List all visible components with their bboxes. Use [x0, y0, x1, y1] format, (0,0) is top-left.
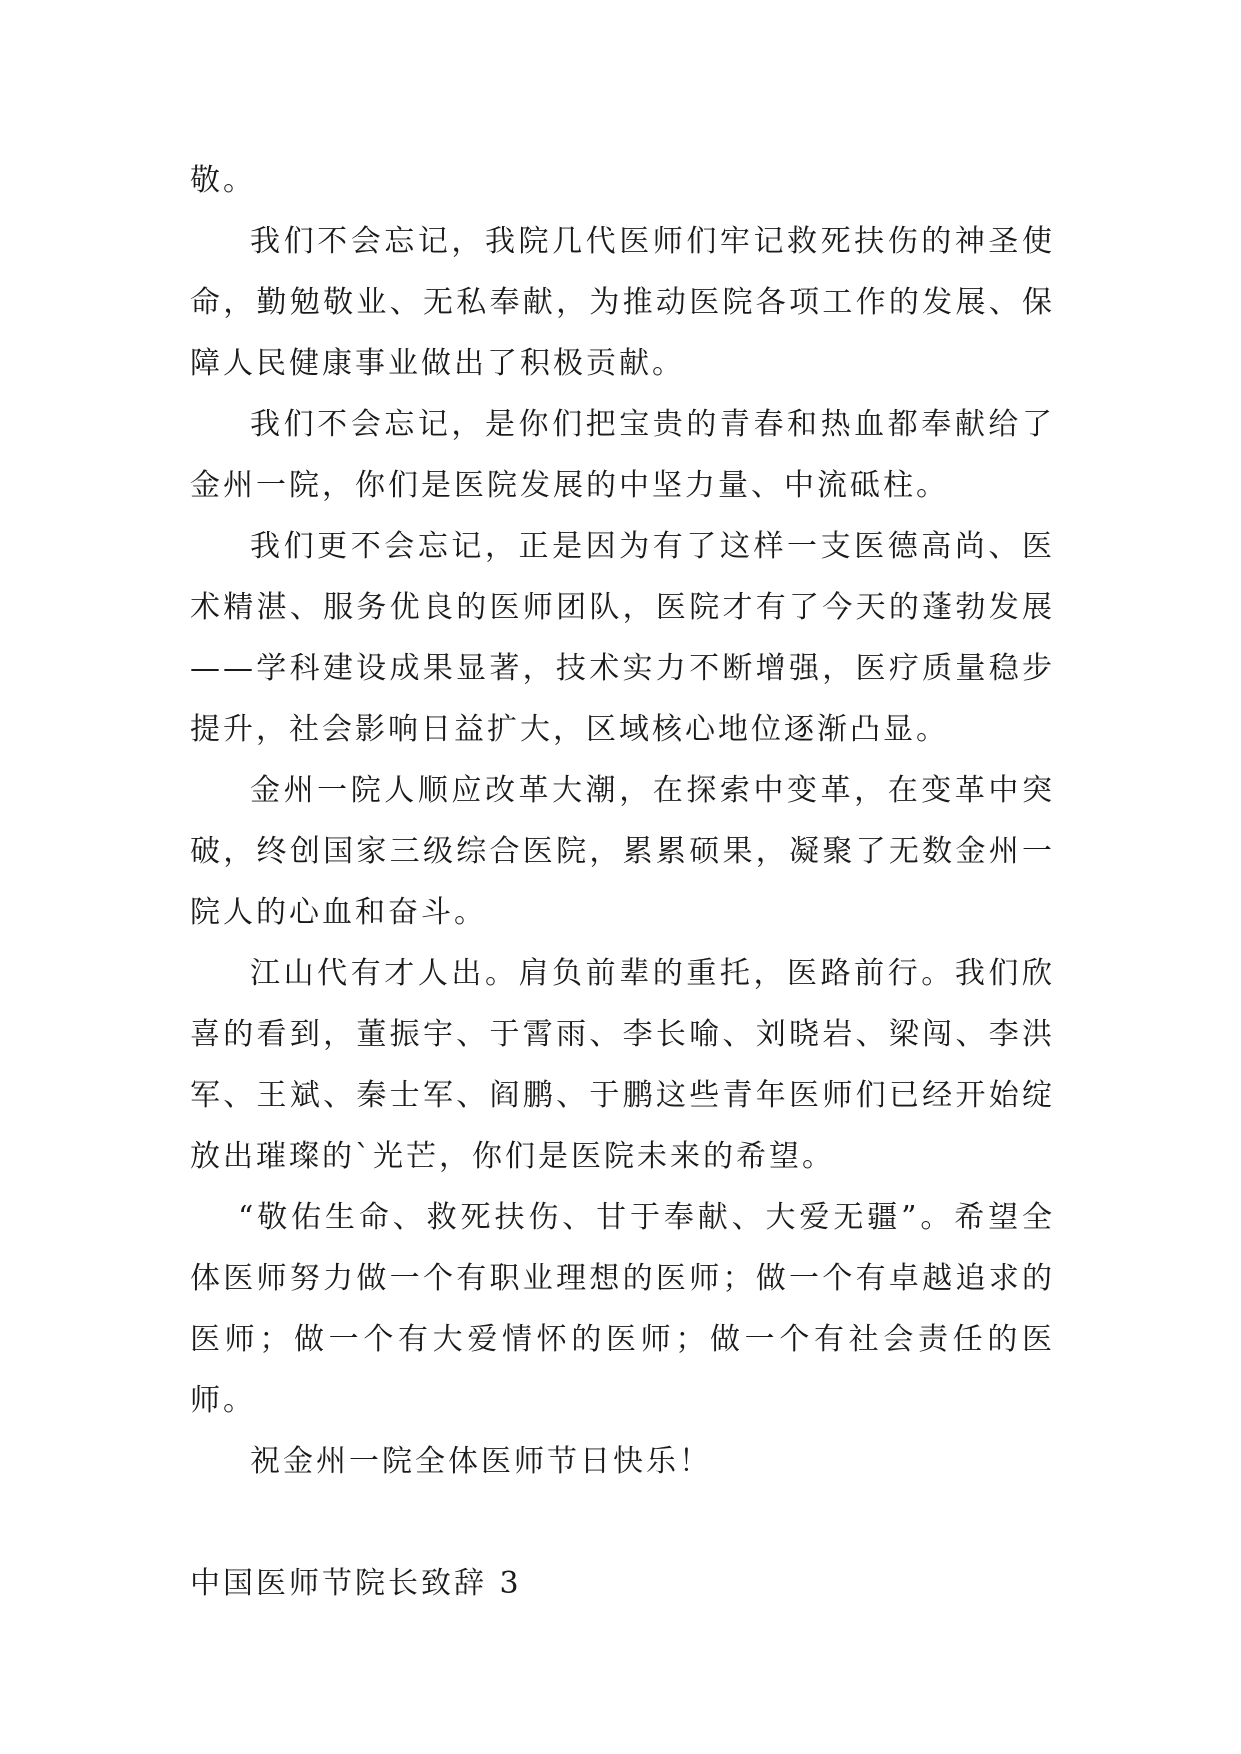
document-body — [190, 150, 1055, 1614]
paragraph-team-development: 我们更不会忘记，正是因为有了这样一支医德高尚、医术精湛、服务优良的医师团队，医院才有了今天的蓬勃发展——学科建设成果显著，技术实力不断增强，医疗质量稳步提升，社会影响日益扩大，区域核心地位逐渐凸显。 — [190, 529, 1055, 747]
paragraph-young-doctors: 江山代有才人出。肩负前辈的重托，医路前行。我们欣喜的看到，董振宇、于霄雨、李长喻、刘晓岩、梁闯、李洪军、王斌、秦士军、阎鹏、于鹏这些青年医师们已经开始绽放出璀璨的`光芒，你们是医院未来的希望。 — [190, 956, 1055, 1174]
paragraph-continuation: 敬。 — [190, 163, 256, 198]
paragraph-closing-wish: 祝金州一院全体医师节日快乐！ — [250, 1444, 712, 1479]
paragraph-motto-hopes: “敬佑生命、救死扶伤、甘于奉献、大爱无疆”。希望全体医师努力做一个有职业理想的医师；做一个有卓越追求的医师；做一个有大爱情怀的医师；做一个有社会责任的医师。 — [190, 1200, 1055, 1418]
paragraph-not-forget-youth: 我们不会忘记，是你们把宝贵的青春和热血都奉献给了金州一院，你们是医院发展的中坚力量、中流砥柱。 — [190, 407, 1055, 503]
section-heading: 中国医师节院长致辞 3 — [190, 1566, 522, 1601]
paragraph-not-forget-mission: 我们不会忘记，我院几代医师们牢记救死扶伤的神圣使命，勤勉敬业、无私奉献，为推动医院各项工作的发展、保障人民健康事业做出了积极贡献。 — [190, 224, 1055, 381]
paragraph-reform: 金州一院人顺应改革大潮，在探索中变革，在变革中突破，终创国家三级综合医院，累累硕果，凝聚了无数金州一院人的心血和奋斗。 — [190, 773, 1055, 930]
